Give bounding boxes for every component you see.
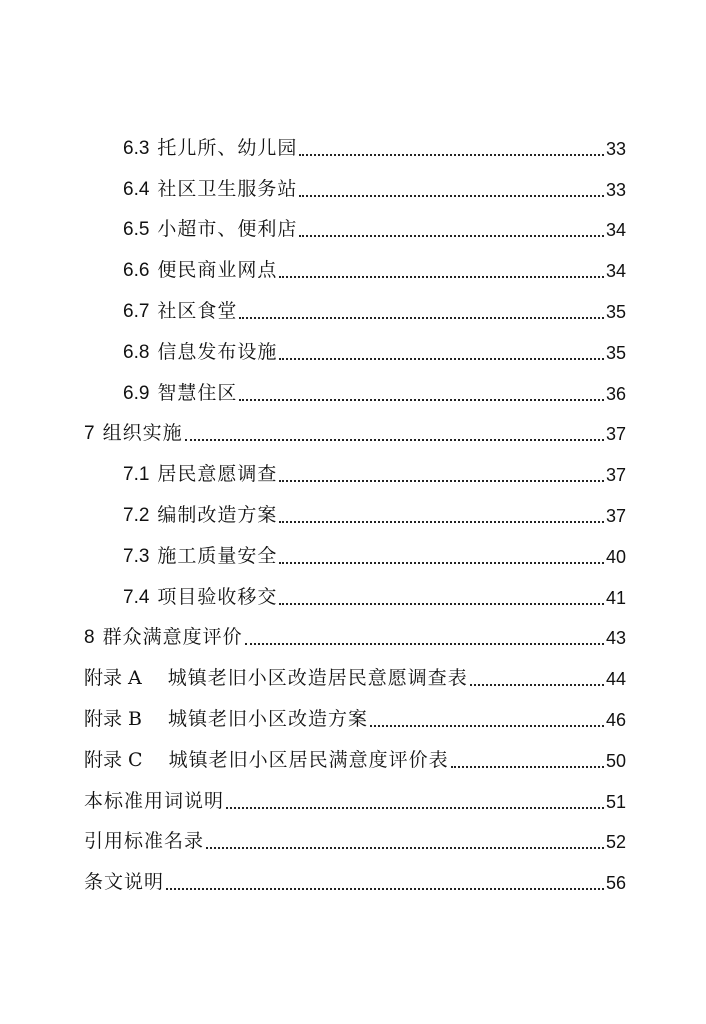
toc-entry[interactable] [0,859,706,900]
toc-entry-number: 6.9 [123,382,150,404]
dot-leader [370,725,604,727]
toc-entry[interactable] [0,247,706,288]
dot-leader [206,847,604,849]
table-of-contents [0,125,706,900]
toc-entry-page-number: 37 [605,505,626,526]
toc-entry[interactable] [0,615,706,656]
toc-entry[interactable] [0,574,706,615]
toc-entry-page-number: 35 [605,342,626,363]
toc-entry-number: 6.4 [123,178,150,200]
dot-leader [245,643,604,645]
toc-entry-title: 居民意愿调查 [157,463,278,486]
toc-entry[interactable] [0,655,706,696]
dot-leader [279,358,604,360]
toc-entry-page-number: 36 [605,383,626,404]
toc-entry-page-number: 51 [605,791,626,812]
toc-entry-page-number: 46 [605,709,626,730]
toc-entry-number: 7.4 [123,586,150,608]
dot-leader [279,276,604,278]
toc-entry-number: 8 [84,627,95,649]
toc-entry-title: 城镇老旧小区改造方案 [168,707,369,730]
toc-entry-title: 城镇老旧小区居民满意度评价表 [168,748,449,771]
toc-entry-title: 便民商业网点 [157,259,278,282]
toc-entry-title: 城镇老旧小区改造居民意愿调查表 [167,667,468,690]
toc-entry[interactable] [0,696,706,737]
toc-entry-title: 社区卫生服务站 [157,177,298,200]
toc-entry-title: 组织实施 [102,422,183,445]
toc-entry-title: 信息发布设施 [157,340,278,363]
toc-entry-title: 小超市、便利店 [157,218,298,241]
dot-leader [451,766,604,768]
toc-entry-page-number: 40 [605,546,626,567]
toc-entry-number: 6.5 [123,219,150,241]
toc-entry[interactable] [0,737,706,778]
toc-entry-page-number: 43 [605,628,626,649]
toc-entry-page-number: 37 [605,424,626,445]
toc-entry[interactable] [0,492,706,533]
toc-entry-title: 本标准用词说明 [84,789,225,812]
dot-leader [299,154,604,156]
dot-leader [279,480,604,482]
toc-entry[interactable] [0,207,706,248]
toc-entry-page-number: 33 [605,179,626,200]
toc-entry-title: 引用标准名录 [84,830,205,853]
toc-entry-title: 项目验收移交 [157,585,278,608]
toc-entry-title: 社区食堂 [157,299,238,322]
dot-leader [299,195,604,197]
toc-entry-page-number: 52 [605,832,626,853]
toc-entry[interactable] [0,329,706,370]
toc-entry-title: 群众满意度评价 [102,626,243,649]
toc-entry-title: 智慧住区 [157,381,238,404]
toc-entry-title: 施工质量安全 [157,544,278,567]
toc-entry-number: 7.2 [123,504,150,526]
toc-entry[interactable] [0,451,706,492]
toc-entry-page-number: 50 [605,750,626,771]
toc-entry[interactable] [0,778,706,819]
toc-entry-number: 附录 A [84,667,142,690]
toc-entry-page-number: 34 [605,220,626,241]
dot-leader [239,317,604,319]
toc-entry-number: 6.8 [123,341,150,363]
toc-entry-number: 6.6 [123,260,150,282]
toc-entry[interactable] [0,533,706,574]
dot-leader [239,399,604,401]
toc-entry-page-number: 37 [605,465,626,486]
dot-leader [166,888,604,890]
dot-leader [185,439,604,441]
toc-entry[interactable] [0,166,706,207]
toc-entry-page-number: 34 [605,261,626,282]
toc-entry[interactable] [0,411,706,452]
toc-entry-number: 6.7 [123,300,150,322]
dot-leader [279,521,604,523]
toc-entry-page-number: 44 [605,669,626,690]
toc-entry[interactable] [0,819,706,860]
dot-leader [470,684,604,686]
toc-entry[interactable] [0,125,706,166]
dot-leader [299,235,604,237]
toc-entry-page-number: 56 [605,873,626,894]
toc-entry-number: 附录 B [84,707,143,730]
toc-entry-title: 条文说明 [84,871,165,894]
toc-entry-page-number: 35 [605,301,626,322]
toc-entry-title: 托儿所、幼儿园 [157,136,298,159]
toc-entry-title: 编制改造方案 [157,503,278,526]
dot-leader [279,562,604,564]
toc-entry-number: 7.1 [123,464,150,486]
toc-entry-number: 7.3 [123,545,150,567]
toc-entry[interactable] [0,288,706,329]
toc-entry-page-number: 41 [605,587,626,608]
toc-entry-number: 7 [84,423,95,445]
toc-entry-number: 6.3 [123,137,150,159]
dot-leader [226,807,604,809]
toc-entry-page-number: 33 [605,138,626,159]
toc-entry[interactable] [0,370,706,411]
dot-leader [279,603,604,605]
toc-entry-number: 附录 C [84,748,143,771]
